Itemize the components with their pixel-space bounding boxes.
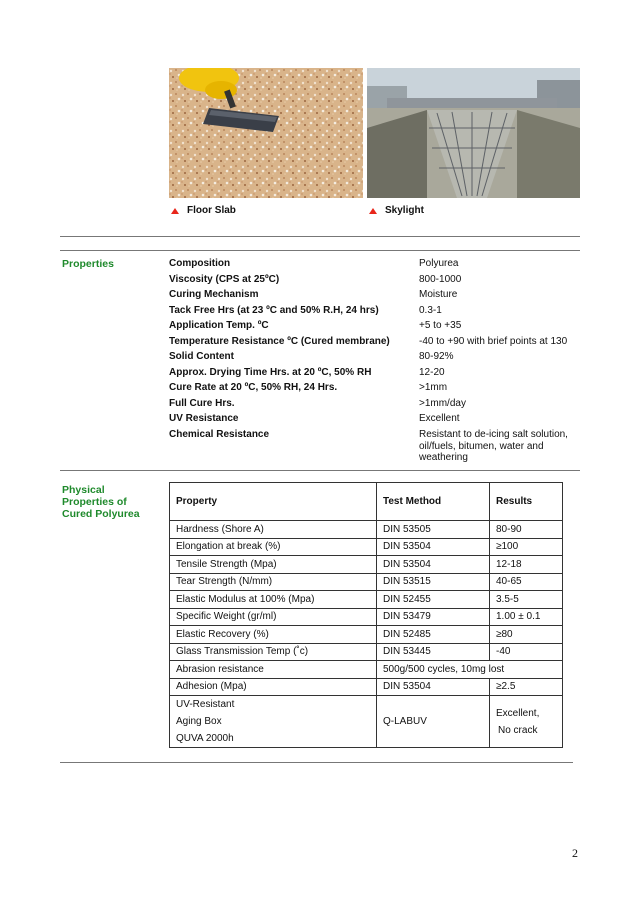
property-value: Polyurea xyxy=(419,258,459,269)
caption-text: Floor Slab xyxy=(187,205,236,216)
header-property: Property xyxy=(170,483,377,521)
physical-properties-title: Physical Properties of Cured Polyurea xyxy=(62,484,140,520)
skylight-caption xyxy=(369,205,424,216)
table-row xyxy=(170,608,563,626)
cell-property: Specific Weight (gr/ml) xyxy=(170,608,377,626)
cell-method: DIN 53515 xyxy=(377,573,490,591)
property-value: Resistant to de-icing salt solution, oil/fuels, bitumen, water and weathering xyxy=(419,429,568,463)
property-name: Curing Mechanism xyxy=(169,289,259,300)
cell-property: Adhesion (Mpa) xyxy=(170,678,377,696)
physical-properties-table xyxy=(169,482,563,748)
cell-property: Glass Transmission Temp (˚c) xyxy=(170,643,377,661)
cell-property: Hardness (Shore A) xyxy=(170,521,377,539)
cell-result: -40 xyxy=(490,643,563,661)
property-value: Moisture xyxy=(419,289,458,300)
cell-property: Abrasion resistance xyxy=(170,661,377,679)
cell-method: DIN 53504 xyxy=(377,538,490,556)
property-value: >1mm xyxy=(419,382,448,393)
red-triangle-icon xyxy=(369,208,377,214)
cell-result: ≥100 xyxy=(490,538,563,556)
property-name: Composition xyxy=(169,258,231,269)
property-name: Approx. Drying Time Hrs. at 20 ºC, 50% RH xyxy=(169,366,372,378)
cell-property: Elongation at break (%) xyxy=(170,538,377,556)
cell-method: DIN 53504 xyxy=(377,678,490,696)
property-value: +5 to +35 xyxy=(419,320,462,331)
table-header-row xyxy=(170,483,563,521)
property-value: Excellent xyxy=(419,413,460,424)
cell-method: DIN 53479 xyxy=(377,608,490,626)
cell-result: 3.5-5 xyxy=(490,591,563,609)
page-number: 2 xyxy=(572,846,578,860)
cell-result: ≥2.5 xyxy=(490,678,563,696)
property-value: 800-1000 xyxy=(419,273,462,285)
table-row xyxy=(170,521,563,539)
properties-title: Properties xyxy=(62,258,114,270)
cell-property: Elastic Modulus at 100% (Mpa) xyxy=(170,591,377,609)
property-value: 0.3-1 xyxy=(419,304,442,316)
cell-result xyxy=(490,696,563,748)
cell-result: 80-90 xyxy=(490,521,563,539)
property-value: -40 to +90 with brief points at 130 xyxy=(419,335,568,347)
cell-result: 12-18 xyxy=(490,556,563,574)
property-name: UV Resistance xyxy=(169,413,239,424)
cell-method: DIN 53445 xyxy=(377,643,490,661)
red-triangle-icon xyxy=(171,208,179,214)
cell-method: DIN 52485 xyxy=(377,626,490,644)
table-row xyxy=(170,573,563,591)
divider xyxy=(60,470,580,471)
cell-property: Elastic Recovery (%) xyxy=(170,626,377,644)
divider xyxy=(60,236,580,237)
property-name: Cure Rate at 20 ºC, 50% RH, 24 Hrs. xyxy=(169,382,338,393)
cell-property: Tensile Strength (Mpa) xyxy=(170,556,377,574)
table-row xyxy=(170,696,563,748)
result-line: No crack xyxy=(498,724,538,736)
property-name: Full Cure Hrs. xyxy=(169,397,235,409)
cell-result: 1.00 ± 0.1 xyxy=(490,608,563,626)
table-row xyxy=(170,538,563,556)
cell-result: ≥80 xyxy=(490,626,563,644)
cell-result: 40-65 xyxy=(490,573,563,591)
property-line: Aging Box xyxy=(176,716,222,727)
property-value: >1mm/day xyxy=(419,397,466,409)
cell-method: DIN 52455 xyxy=(377,591,490,609)
property-value: 12-20 xyxy=(419,366,445,378)
skylight-photo xyxy=(367,68,580,198)
cell-merged-value: 500g/500 cycles, 10mg lost xyxy=(377,661,563,679)
cell-property xyxy=(170,696,377,748)
property-line: UV-Resistant xyxy=(176,699,235,710)
caption-text: Skylight xyxy=(385,205,424,216)
table-row xyxy=(170,626,563,644)
property-line: QUVA 2000h xyxy=(176,733,234,744)
cell-property: Tear Strength (N/mm) xyxy=(170,573,377,591)
floor-slab-caption xyxy=(171,205,236,216)
header-test-method: Test Method xyxy=(377,483,490,521)
cell-method: DIN 53505 xyxy=(377,521,490,539)
floor-slab-photo xyxy=(169,68,363,198)
divider xyxy=(60,762,573,763)
property-name: Viscosity (CPS at 25ºC) xyxy=(169,273,280,285)
property-name: Solid Content xyxy=(169,351,234,362)
table-row xyxy=(170,591,563,609)
cell-method: DIN 53504 xyxy=(377,556,490,574)
table-row xyxy=(170,678,563,696)
property-name: Temperature Resistance ºC (Cured membrane) xyxy=(169,335,390,347)
property-name: Tack Free Hrs (at 23 ºC and 50% R.H, 24 hrs) xyxy=(169,304,379,316)
header-results: Results xyxy=(490,483,563,521)
result-line: Excellent, xyxy=(496,707,540,719)
cell-method: Q-LABUV xyxy=(377,696,490,748)
property-name: Application Temp. ºC xyxy=(169,320,269,331)
property-name: Chemical Resistance xyxy=(169,429,270,440)
divider xyxy=(60,250,580,251)
table-row xyxy=(170,643,563,661)
table-row xyxy=(170,556,563,574)
property-value: 80-92% xyxy=(419,351,454,362)
table-row xyxy=(170,661,563,679)
